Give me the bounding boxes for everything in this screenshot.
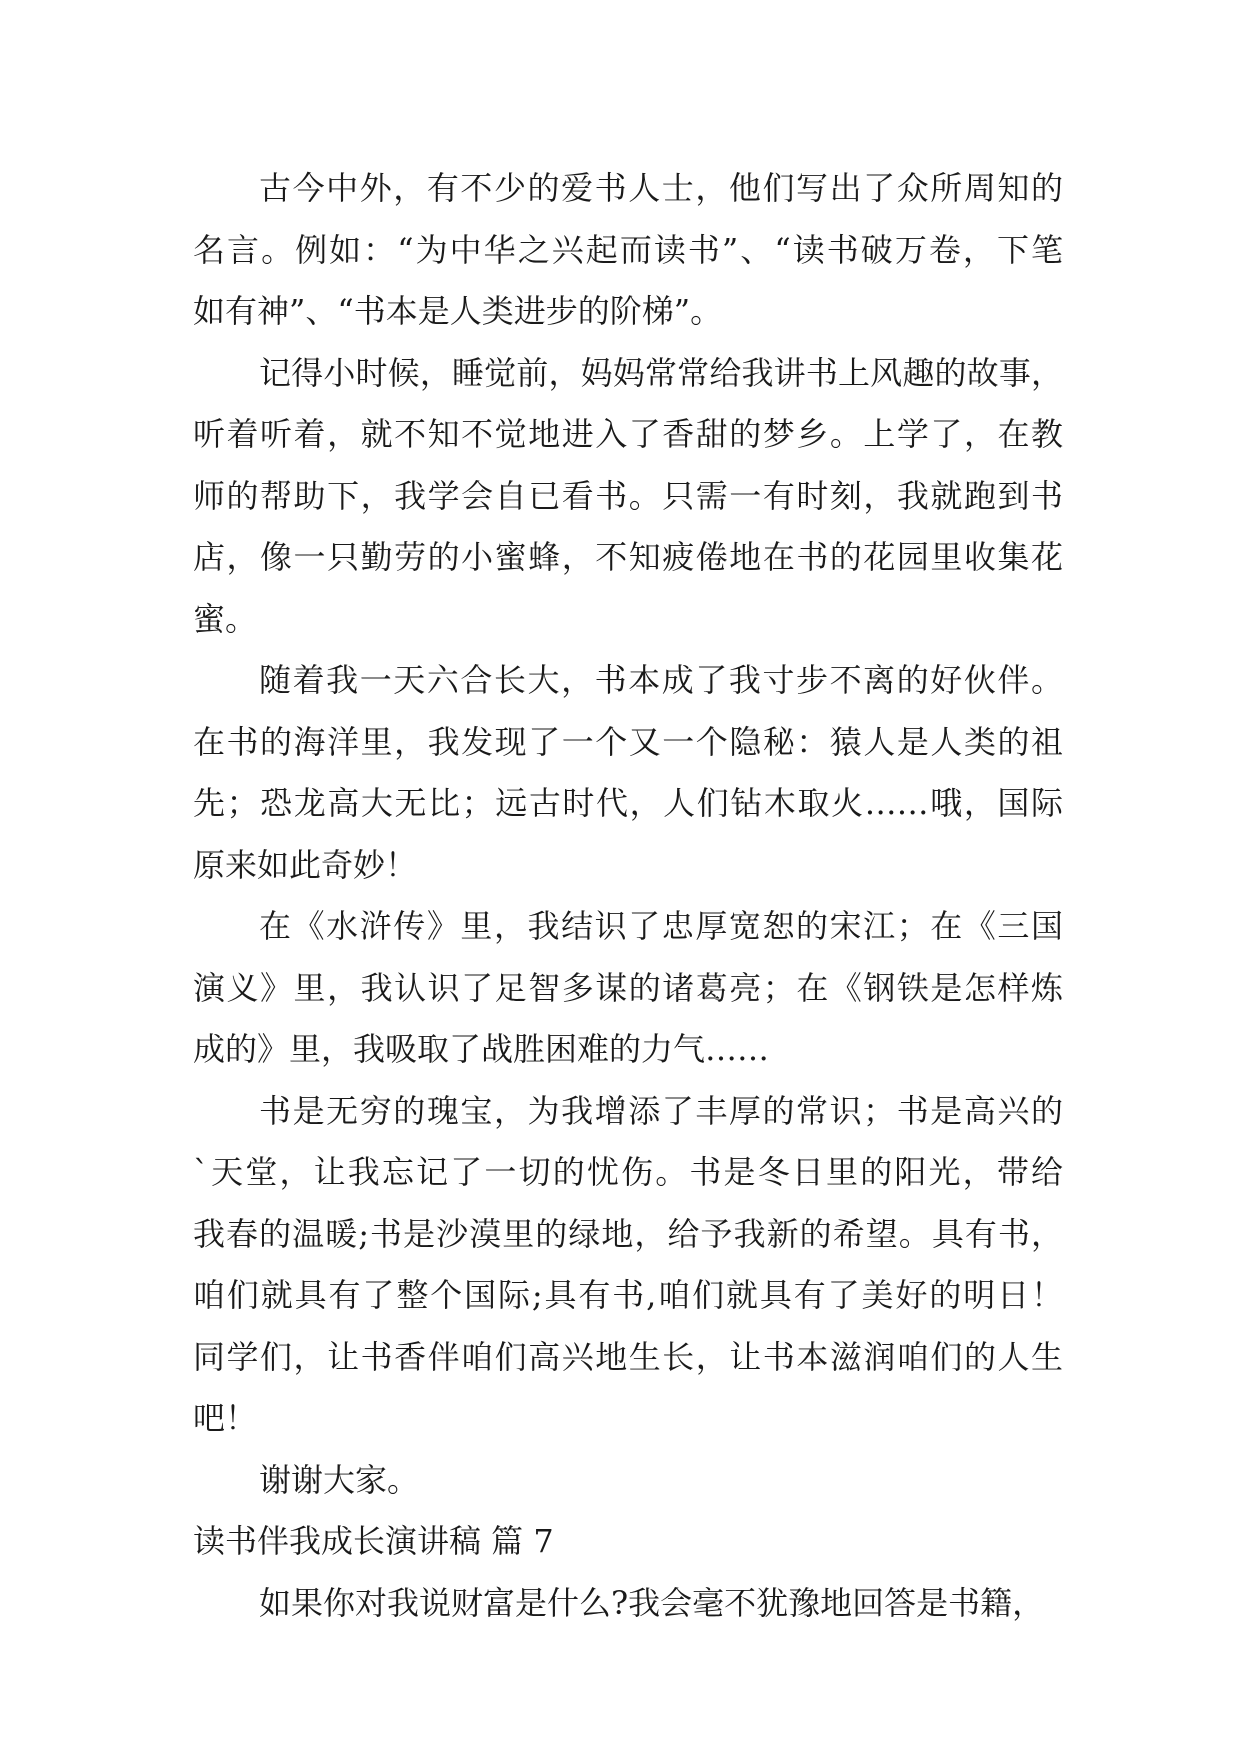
text-line: 成的》里，我吸取了战胜困难的力气…… [193, 1030, 770, 1068]
text-line: `天堂，让我忘记了一切的忧伤。书是冬日里的阳光，带给 [193, 1153, 1063, 1191]
text-line: 同学们，让书香伴咱们高兴地生长，让书本滋润咱们的人生 [193, 1337, 1063, 1376]
text-line: 如有神”、“书本是人类进步的阶梯”。 [193, 292, 723, 330]
text-line: 谢谢大家。 [259, 1460, 420, 1499]
text-line: 演义》里，我认识了足智多谋的诸葛亮；在《钢铁是怎样炼 [193, 968, 1063, 1007]
text-line: 随着我一天六合长大，书本成了我寸步不离的好伙伴。 [259, 661, 1063, 699]
text-line: 如果你对我说财富是什么?我会毫不犹豫地回答是书籍， [259, 1583, 1045, 1622]
text-line: 在书的海洋里，我发现了一个又一个隐秘：猿人是人类的祖 [193, 722, 1063, 761]
text-line: 咱们就具有了整个国际;具有书,咱们就具有了美好的明日！ [193, 1276, 1063, 1314]
text-line: 店，像一只勤劳的小蜜蜂，不知疲倦地在书的花园里收集花 [193, 538, 1063, 576]
text-line: 名言。例如：“为中华之兴起而读书”、“读书破万卷，下笔 [193, 230, 1063, 269]
text-line: 书是无穷的瑰宝，为我增添了丰厚的常识；书是高兴的 [259, 1091, 1063, 1130]
text-line: 听着听着，就不知不觉地进入了香甜的梦乡。上学了，在教 [193, 415, 1063, 453]
text-line: 古今中外，有不少的爱书人士，他们写出了众所周知的 [259, 169, 1063, 207]
document-body [193, 158, 1063, 1634]
text-line: 我春的温暖;书是沙漠里的绿地，给予我新的希望。具有书， [193, 1214, 1063, 1253]
section-heading: 读书伴我成长演讲稿 篇 7 [193, 1522, 554, 1560]
text-line: 蜜。 [193, 599, 258, 638]
text-line: 原来如此奇妙！ [193, 845, 418, 884]
text-line: 先；恐龙高大无比；远古时代，人们钻木取火……哦，国际 [193, 784, 1063, 822]
text-line: 师的帮助下，我学会自已看书。只需一有时刻，我就跑到书 [193, 476, 1063, 515]
text-line: 吧！ [193, 1399, 258, 1437]
text-line: 在《水浒传》里，我结识了忠厚宽恕的宋江；在《三国 [259, 907, 1063, 945]
text-line: 记得小时候，睡觉前，妈妈常常给我讲书上风趣的故事， [259, 353, 1063, 392]
